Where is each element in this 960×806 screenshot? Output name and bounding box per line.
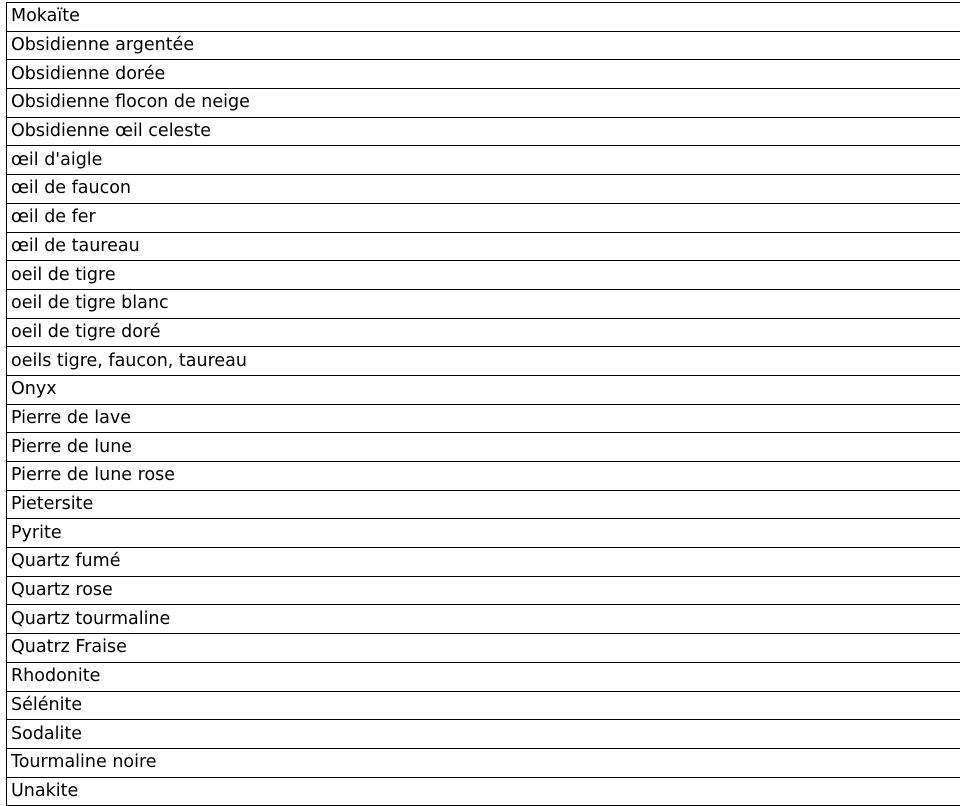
spreadsheet-column bbox=[6, 2, 960, 806]
spreadsheet-cell[interactable]: œil de faucon bbox=[7, 175, 960, 204]
table-row bbox=[7, 232, 960, 261]
spreadsheet-cell[interactable]: œil de taureau bbox=[7, 232, 960, 261]
spreadsheet-cell[interactable]: Quatrz Fraise bbox=[7, 634, 960, 663]
table-row bbox=[7, 490, 960, 519]
table-row bbox=[7, 576, 960, 605]
spreadsheet-cell[interactable]: Pierre de lave bbox=[7, 404, 960, 433]
spreadsheet-cell[interactable]: Obsidienne œil celeste bbox=[7, 117, 960, 146]
table-row bbox=[7, 203, 960, 232]
table-row bbox=[7, 433, 960, 462]
table-row bbox=[7, 720, 960, 749]
table-row bbox=[7, 347, 960, 376]
spreadsheet-cell[interactable]: oeil de tigre blanc bbox=[7, 289, 960, 318]
table-row bbox=[7, 89, 960, 118]
spreadsheet-cell[interactable]: Obsidienne dorée bbox=[7, 60, 960, 89]
table-row bbox=[7, 146, 960, 175]
table-row bbox=[7, 462, 960, 491]
spreadsheet-cell[interactable]: Quartz fumé bbox=[7, 548, 960, 577]
table-row bbox=[7, 375, 960, 404]
spreadsheet-cell[interactable]: Rhodonite bbox=[7, 662, 960, 691]
table-row bbox=[7, 662, 960, 691]
spreadsheet-cell[interactable]: oeil de tigre bbox=[7, 261, 960, 290]
spreadsheet-cell[interactable]: Unakite bbox=[7, 777, 960, 806]
table-row bbox=[7, 404, 960, 433]
table-row bbox=[7, 634, 960, 663]
spreadsheet-cell[interactable]: Obsidienne flocon de neige bbox=[7, 89, 960, 118]
table-row bbox=[7, 748, 960, 777]
table-row bbox=[7, 60, 960, 89]
spreadsheet-cell[interactable]: Tourmaline noire bbox=[7, 748, 960, 777]
spreadsheet-cell[interactable]: Obsidienne argentée bbox=[7, 31, 960, 60]
spreadsheet-cell[interactable]: Pierre de lune rose bbox=[7, 462, 960, 491]
spreadsheet-cell[interactable]: Pierre de lune bbox=[7, 433, 960, 462]
spreadsheet-cell[interactable]: Mokaïte bbox=[7, 3, 960, 32]
spreadsheet-cell[interactable]: Quartz rose bbox=[7, 576, 960, 605]
spreadsheet-body bbox=[7, 3, 960, 806]
table-row bbox=[7, 777, 960, 806]
spreadsheet-cell[interactable]: Sélénite bbox=[7, 691, 960, 720]
table-row bbox=[7, 117, 960, 146]
spreadsheet-cell[interactable]: Sodalite bbox=[7, 720, 960, 749]
spreadsheet-cell[interactable]: Pyrite bbox=[7, 519, 960, 548]
table-row bbox=[7, 289, 960, 318]
table-row bbox=[7, 605, 960, 634]
spreadsheet-cell[interactable]: oeil de tigre doré bbox=[7, 318, 960, 347]
spreadsheet-cell[interactable]: Quartz tourmaline bbox=[7, 605, 960, 634]
table-row bbox=[7, 318, 960, 347]
table-row bbox=[7, 261, 960, 290]
spreadsheet-cell[interactable]: oeils tigre, faucon, taureau bbox=[7, 347, 960, 376]
table-row bbox=[7, 691, 960, 720]
table-row bbox=[7, 3, 960, 32]
spreadsheet-cell[interactable]: Onyx bbox=[7, 375, 960, 404]
spreadsheet-cell[interactable]: œil de fer bbox=[7, 203, 960, 232]
spreadsheet-cell[interactable]: Pietersite bbox=[7, 490, 960, 519]
table-row bbox=[7, 31, 960, 60]
table-row bbox=[7, 548, 960, 577]
table-row bbox=[7, 175, 960, 204]
table-row bbox=[7, 519, 960, 548]
spreadsheet-cell[interactable]: œil d'aigle bbox=[7, 146, 960, 175]
